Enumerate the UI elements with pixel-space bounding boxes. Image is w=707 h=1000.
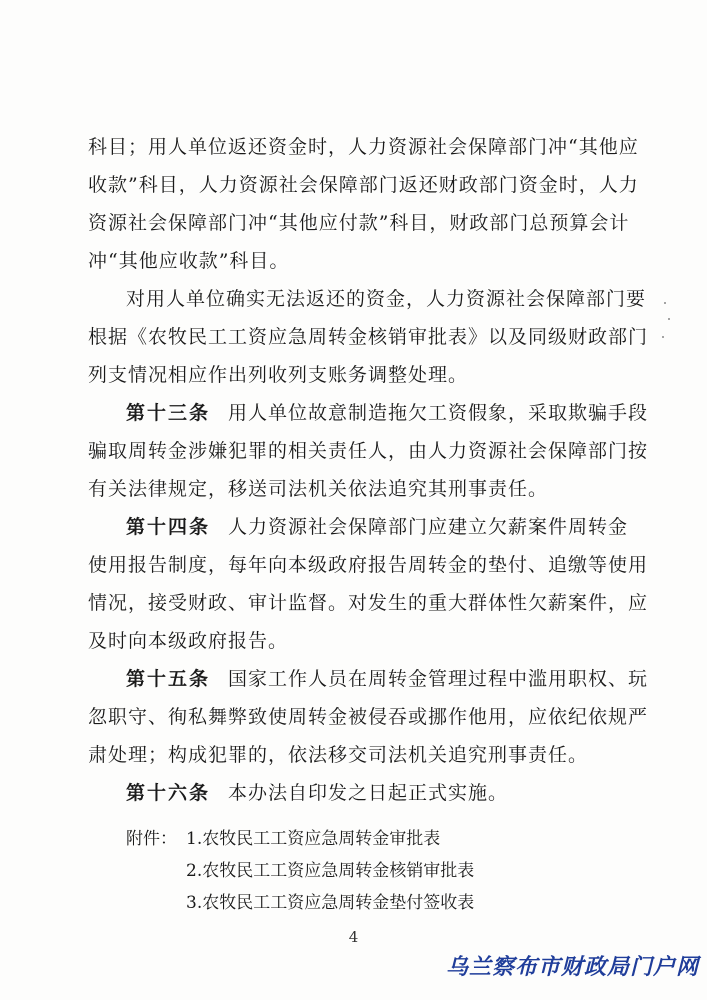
body-line: 根据《农牧民工工资应急周转金核销审批表》以及同级财政部门	[88, 326, 649, 348]
scan-speck	[664, 302, 666, 304]
footer-brand-logo: 乌兰察布市财政局门户网	[445, 955, 699, 980]
scan-speck	[662, 336, 664, 338]
body-line: 及时向本级政府报告。	[88, 630, 289, 652]
body-line: 骗取周转金涉嫌犯罪的相关责任人，由人力资源社会保障部门按	[88, 440, 649, 462]
body-line: 科目；用人单位返还资金时，人力资源社会保障部门冲“其他应	[88, 136, 639, 158]
article-13-line: 第十三条 用人单位故意制造拖欠工资假象，采取欺骗手段	[126, 402, 649, 424]
page-number: 4	[348, 928, 359, 946]
body-line: 对用人单位确实无法返还的资金，人力资源社会保障部门要	[126, 288, 647, 310]
attachment-item: 3.农牧民工工资应急周转金垫付签收表	[186, 893, 475, 913]
article-14-heading: 第十四条	[126, 516, 211, 538]
attachment-item: 2.农牧民工工资应急周转金核销审批表	[186, 861, 475, 881]
body-line: 有关法律规定，移送司法机关依法追究其刑事责任。	[88, 478, 549, 500]
article-14-line: 第十四条 人力资源社会保障部门应建立欠薪案件周转金	[126, 516, 629, 538]
article-16-line: 第十六条 本办法自印发之日起正式实施。	[126, 782, 509, 804]
body-line: 肃处理；构成犯罪的，依法移交司法机关追究刑事责任。	[88, 744, 589, 766]
body-line: 列支情况相应作出列收列支账务调整处理。	[88, 364, 469, 386]
article-13-heading: 第十三条	[126, 402, 211, 424]
body-line: 忽职守、徇私舞弊致使周转金被侵吞或挪作他用，应依纪依规严	[88, 706, 649, 728]
attachment-item: 1.农牧民工工资应急周转金审批表	[186, 829, 441, 849]
article-15-heading: 第十五条	[126, 668, 211, 690]
article-16-heading: 第十六条	[126, 782, 211, 804]
scan-speck	[668, 318, 670, 320]
article-15-line: 第十五条 国家工作人员在周转金管理过程中滥用职权、玩	[126, 668, 649, 690]
body-line: 收款”科目，人力资源社会保障部门返还财政部门资金时，人力	[88, 174, 639, 196]
attachments-label: 附件：	[126, 829, 177, 849]
body-line: 冲“其他应收款”科目。	[88, 250, 290, 272]
body-line: 使用报告制度，每年向本级政府报告周转金的垫付、追缴等使用	[88, 554, 649, 576]
body-line: 情况，接受财政、审计监督。对发生的重大群体性欠薪案件，应	[88, 592, 649, 614]
body-line: 资源社会保障部门冲“其他应付款”科目，财政部门总预算会计	[88, 212, 630, 234]
